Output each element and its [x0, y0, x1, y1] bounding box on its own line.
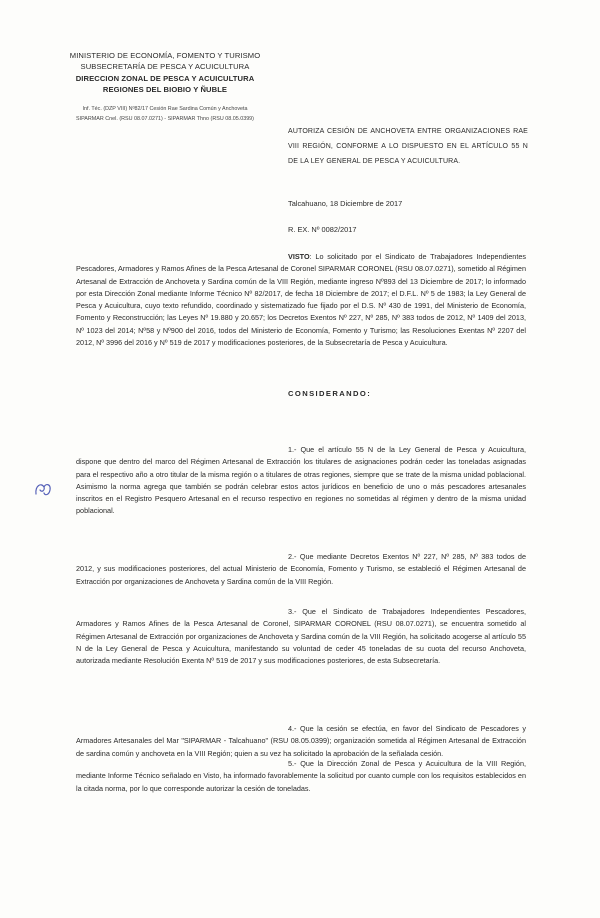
- visto-label: VISTO: [288, 252, 310, 261]
- handwritten-mark-icon: [32, 478, 54, 500]
- considerando-item: 3.- Que el Sindicato de Trabajadores Independientes Pescadores, Armadores y Ramos Afines de la Pesca Artesanal de Coronel, SIPARMAR CORONEL (RSU 08.07.0271), se encuentra sometido al Régimen Artesanal de Extracción por organizaciones de Anchoveta y Sardina común de la VIII Región, ha solicitado acogerse al artículo 55 N de la Ley General de Pesca y Acuicultura, manifestando su voluntad de ceder 45 toneladas de su cuota del recurso Anchoveta, autorizada mediante Resolución Exenta Nº 519 de 2017 y sus modificaciones posteriores, de esta Subsecretaría.: [76, 607, 526, 666]
- considerando-item: 5.- Que la Dirección Zonal de Pesca y Acuicultura de la VIII Región, mediante Informe Técnico señalado en Visto, ha informado favorablemente la solicitud por cuanto cumple con los requisitos establecidos en la citada norma, por lo que corresponde autorizar la cesión de toneladas.: [76, 759, 526, 793]
- reference-block: [40, 104, 290, 124]
- letterhead: [40, 50, 290, 96]
- undersecretariat-name: SUBSECRETARÍA DE PESCA Y ACUICULTURA: [80, 62, 250, 72]
- regions-name: REGIONES DEL BIOBIO Y ÑUBLE: [102, 85, 228, 95]
- reference-line: Inf. Téc. (DZP VIII) Nº82/17 Cesión Rae Sardina Común y Anchoveta: [82, 106, 248, 112]
- visto-text: : Lo solicitado por el Sindicato de Trabajadores Independientes Pescadores, Armadores y Ramos Afines de la Pesca Artesanal de Coronel SIPARMAR CORONEL (RSU 08.07.0271), sometido al Régimen Artesanal de Extracción de Anchoveta y Sardina común de la VIII Región, mediante ingreso Nº893 del 13 Diciembre de 2017; lo informado por esta Dirección Zonal mediante Informe Técnico Nº 82/2017, de fecha 18 Diciembre de 2017; el D.F.L. Nº 5 de 1983; la Ley General de Pesca y Acuicultura, cuyo texto refundido, coordinado y sistematizado fue fijado por el D.S. Nº 430 de 1991, del Ministerio de Economía, Fomento y Reconstrucción; las Leyes Nº 19.880 y 20.657; los Decretos Exentos Nº 227, Nº 285, Nº 383 todos de 2012, Nº 1409 del 2013, Nº 1023 del 2014; Nº58 y Nº900 del 2016, todos del Ministerio de Economía, Fomento y Turismo; las Resoluciones Exentas Nº 2207 del 2012, Nº 3996 del 2016 y Nº 519 de 2017 y modificaciones posteriores, de la Subsecretaría de Pesca y Acuicultura.: [76, 252, 526, 348]
- zonal-direction-name: DIRECCION ZONAL DE PESCA Y ACUICULTURA: [75, 73, 255, 83]
- considerando-heading: CONSIDERANDO:: [288, 389, 372, 398]
- resolution-subject: AUTORIZA CESIÓN DE ANCHOVETA ENTRE ORGANIZACIONES RAE VIII REGIÓN, CONFORME A LO DISPUESTO EN EL ARTÍCULO 55 N DE LA LEY GENERAL DE PESCA Y ACUICULTURA.: [288, 128, 528, 165]
- considerando-item: 2.- Que mediante Decretos Exentos Nº 227, Nº 285, Nº 383 todos de 2012, y sus modificaciones posteriores, del actual Ministerio de Economía, Fomento y Turismo, se estableció el Régimen Artesanal de Extracción por organizaciones de Anchoveta y Sardina común de la VIII Región.: [76, 552, 526, 586]
- resolution-number: R. EX. Nº 0082/2017: [288, 225, 357, 234]
- visto-paragraph: [76, 251, 526, 349]
- considerando-item: 1.- Que el artículo 55 N de la Ley General de Pesca y Acuicultura, dispone que dentro del marco del Régimen Artesanal de Extracción los titulares de asignaciones podrán ceder las toneladas asignadas para el respectivo año a otro titular de la misma región o a titulares de otras regiones, siempre que se trate de la misma unidad poblacional. Asimismo la norma agrega que también se podrán celebrar estos actos jurídicos en beneficio de uno o más pescadores artesanales inscritos en el Registro Pesquero Artesanal en el recurso respectivo en regiones no sometidas al régimen y dentro de la misma unidad poblacional.: [76, 445, 526, 516]
- ministry-name: MINISTERIO DE ECONOMÍA, FOMENTO Y TURISMO: [69, 51, 261, 60]
- place-date: Talcahuano, 18 Diciembre de 2017: [288, 199, 403, 208]
- reference-line: SIPARMAR Cnel. (RSU 08.07.0271) - SIPARMAR Thno (RSU 08.05.0399): [76, 116, 254, 122]
- considerando-item: 4.- Que la cesión se efectúa, en favor del Sindicato de Pescadores y Armadores Artesanales del Mar "SIPARMAR - Talcahuano" (RSU 08.05.0399); organización sometida al Régimen Artesanal de Extracción de sardina común y anchoveta en la VIII Región; quien a su vez ha solicitado la aprobación de la señalada cesión.: [76, 724, 526, 758]
